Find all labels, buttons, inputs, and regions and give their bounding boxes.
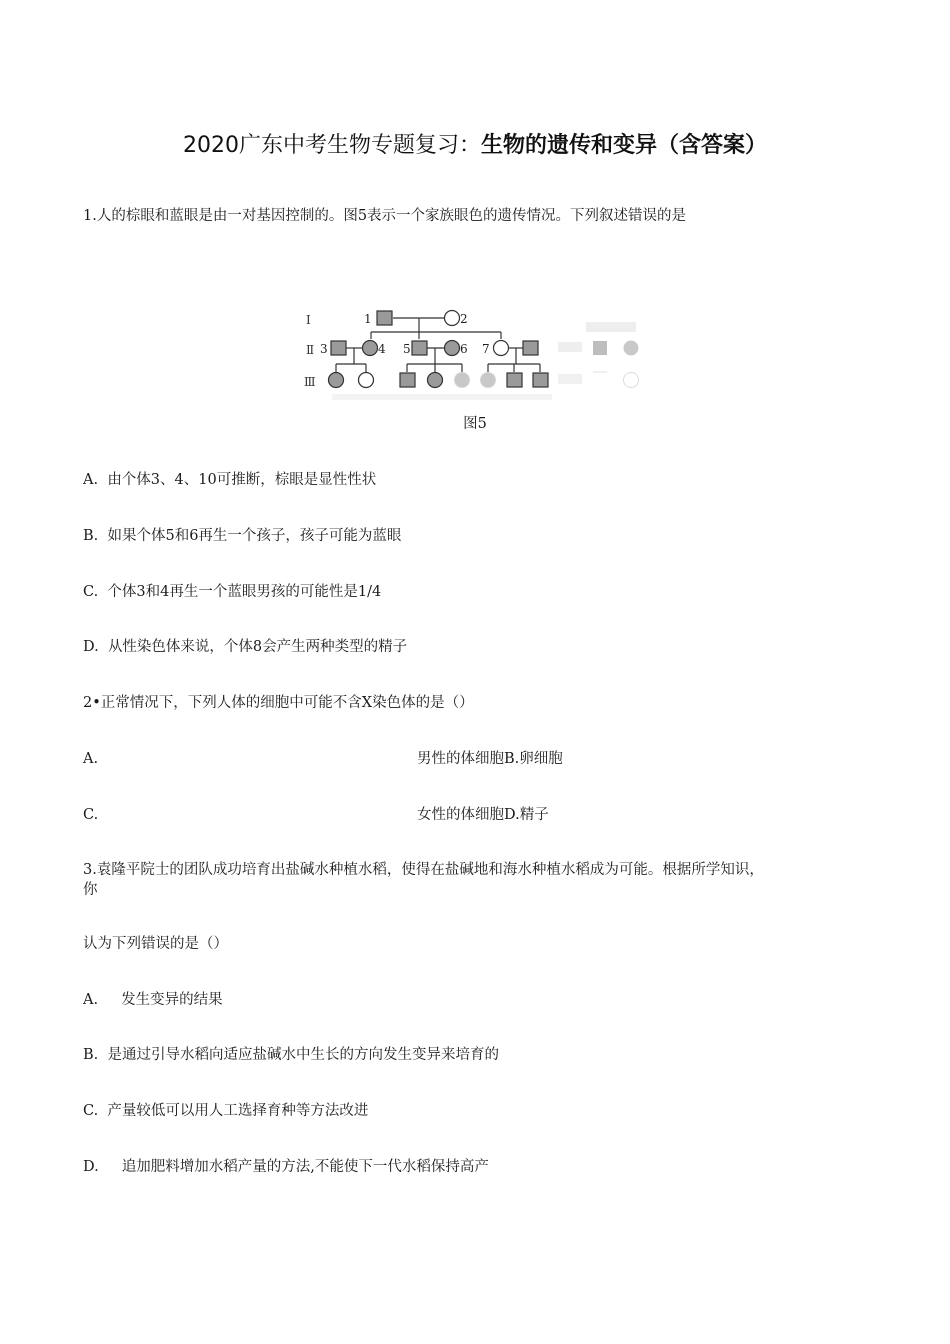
individual-11-male-brown <box>400 373 415 387</box>
q3-option-b <box>83 1045 499 1065</box>
q1-stem: 1.人的棕眼和蓝眼是由一对基因控制的。图5表示一个家族眼色的遗传情况。下列叙述错误的是 <box>83 208 687 224</box>
ind-label-7: 7 <box>482 342 490 356</box>
individual-4-female-brown <box>363 341 378 356</box>
q3-option-c <box>83 1101 368 1121</box>
individual-8-male-brown <box>523 341 538 355</box>
gen-label-3: Ⅲ <box>304 375 316 389</box>
option-letter: A. <box>83 992 99 1008</box>
option-letter: C. <box>83 1103 99 1119</box>
individual-15-male-brown <box>507 373 522 387</box>
option-text: 发生变异的结果 <box>121 992 223 1008</box>
q2-row1-text: 男性的体细胞B.卵细胞 <box>417 751 563 767</box>
individual-13-faded <box>455 373 470 388</box>
option-text: 是通过引导水稻向适应盐碱水中生长的方向发生变异来培育的 <box>107 1047 499 1063</box>
title-bold: 生物的遗传和变异（含答案） <box>480 133 767 158</box>
individual-10-female-blue <box>359 373 374 388</box>
individual-5-male-brown <box>412 341 427 355</box>
option-text: 如果个体5和6再生一个孩子，孩子可能为蓝眼 <box>107 528 402 544</box>
q3-stem-line3: 认为下列错误的是（） <box>83 936 228 952</box>
individual-1-male-brown <box>377 311 392 325</box>
q2-stem: 2•正常情况下，下列人体的细胞中可能不含X染色体的是（） <box>83 695 474 711</box>
gen-label-1: Ⅰ <box>306 313 311 327</box>
option-text: 由个体3、4、10可推断，棕眼是显性性状 <box>107 472 377 488</box>
page-title <box>0 128 950 159</box>
individual-12-female-brown <box>428 373 443 388</box>
individual-16-male-brown <box>533 373 548 387</box>
figure-caption: 图5 <box>463 416 487 432</box>
ind-label-5: 5 <box>403 342 411 356</box>
ind-label-1: 1 <box>364 312 372 326</box>
individual-3-male-brown <box>331 341 346 355</box>
ind-label-4: 4 <box>378 342 386 356</box>
option-letter: D. <box>83 639 99 655</box>
option-letter: D. <box>83 1159 99 1175</box>
q1-option-c <box>83 582 381 602</box>
option-text: 产量较低可以用人工选择育种等方法改进 <box>107 1103 369 1119</box>
q3-stem-line1: 3.袁隆平院士的团队成功培育出盐碱水种植水稻，使得在盐碱地和海水种植水稻成为可能。根据所学知识， <box>83 862 764 878</box>
ind-label-6: 6 <box>460 342 468 356</box>
q1-option-d <box>83 637 407 657</box>
q3-stem-line2: 你 <box>83 882 98 898</box>
faded-legend <box>332 322 639 400</box>
q1-option-a <box>83 470 376 490</box>
q3-option-d <box>83 1157 489 1177</box>
option-text: 追加肥料增加水稻产量的方法,不能使下一代水稻保持高产 <box>121 1159 489 1175</box>
option-letter: B. <box>83 1047 99 1063</box>
individual-7-female-blue <box>494 341 509 356</box>
option-letter: C. <box>83 584 99 600</box>
ind-label-2: 2 <box>460 312 468 326</box>
option-letter: B. <box>83 528 99 544</box>
individual-6-female-brown <box>445 341 460 356</box>
option-text: 从性染色体来说，个体8会产生两种类型的精子 <box>107 639 408 655</box>
option-text: 个体3和4再生一个蓝眼男孩的可能性是1/4 <box>107 584 382 600</box>
title-plain: 2020广东中考生物专题复习： <box>182 133 481 158</box>
individual-9-female-brown <box>329 373 344 388</box>
q2-row1-letter: A. <box>83 751 99 767</box>
gen-label-2: Ⅱ <box>306 343 315 357</box>
option-letter: A. <box>83 472 99 488</box>
q2-row2-letter: C. <box>83 807 99 823</box>
q2-row2-text: 女性的体细胞D.精子 <box>417 807 549 823</box>
q1-option-b <box>83 526 401 546</box>
ind-label-3: 3 <box>320 342 328 356</box>
q3-option-a <box>83 990 223 1010</box>
pedigree-figure <box>296 300 656 410</box>
individual-14-faded <box>481 373 496 388</box>
individual-2-female-blue <box>445 311 460 326</box>
